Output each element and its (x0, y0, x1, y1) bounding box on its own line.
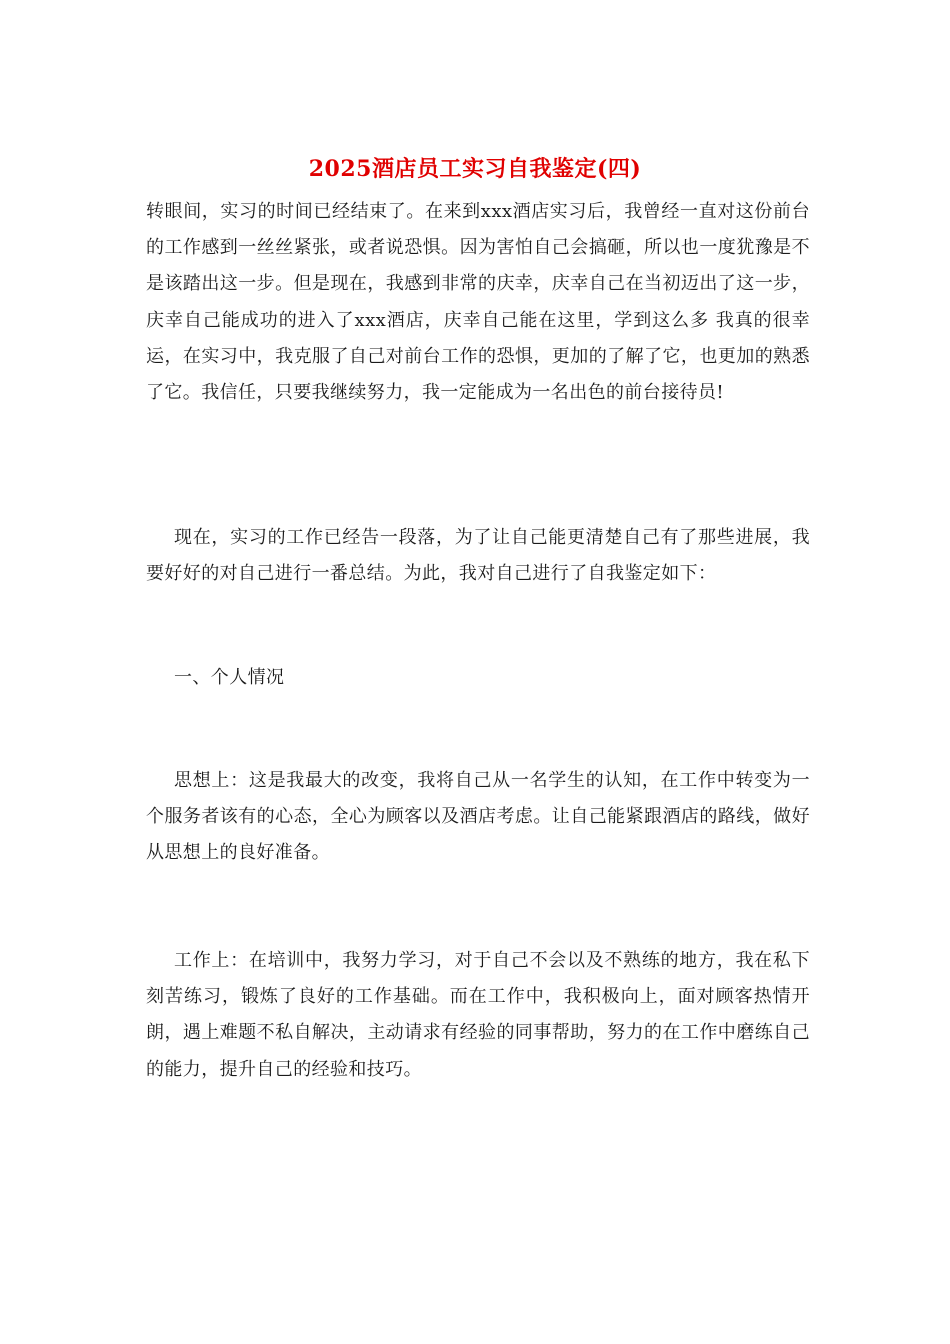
paragraph-summary-lead: 现在，实习的工作已经告一段落，为了让自己能更清楚自己有了那些进展，我要好好的对自己进行一番总结。为此，我对自己进行了自我鉴定如下： (146, 527, 810, 585)
paragraph-work: 工作上：在培训中，我努力学习，对于自己不会以及不熟练的地方，我在私下刻苦练习，锻炼了良好的工作基础。而在工作中，我积极向上，面对顾客热情开朗，遇上难题不私自解决，主动请求有经验的同事帮助，努力的在工作中磨练自己的能力，提升自己的经验和技巧。 (146, 950, 810, 1080)
paragraph-intro: 转眼间，实习的时间已经结束了。在来到xxx酒店实习后，我曾经一直对这份前台的工作感到一丝丝紧张，或者说恐惧。因为害怕自己会搞砸，所以也一度犹豫是不是该踏出这一步。但是现在，我感到非常的庆幸，庆幸自己在当初迈出了这一步，庆幸自己能成功的进入了xxx酒店，庆幸自己能在这里，学到这么多 我真的很幸运，在实习中，我克服了自己对前台工作的恐惧，更加的了解了它，也更加的熟悉了它。我信任，只要我继续努力，我一定能成为一名出色的前台接待员! (146, 201, 810, 404)
paragraph-thinking: 思想上：这是我最大的改变，我将自己从一名学生的认知，在工作中转变为一个服务者该有的心态，全心为顾客以及酒店考虑。让自己能紧跟酒店的路线，做好从思想上的良好准备。 (146, 770, 810, 864)
document-title: 2025酒店员工实习自我鉴定(四) (308, 156, 642, 182)
section-heading-personal: 一、个人情况 (174, 667, 285, 688)
